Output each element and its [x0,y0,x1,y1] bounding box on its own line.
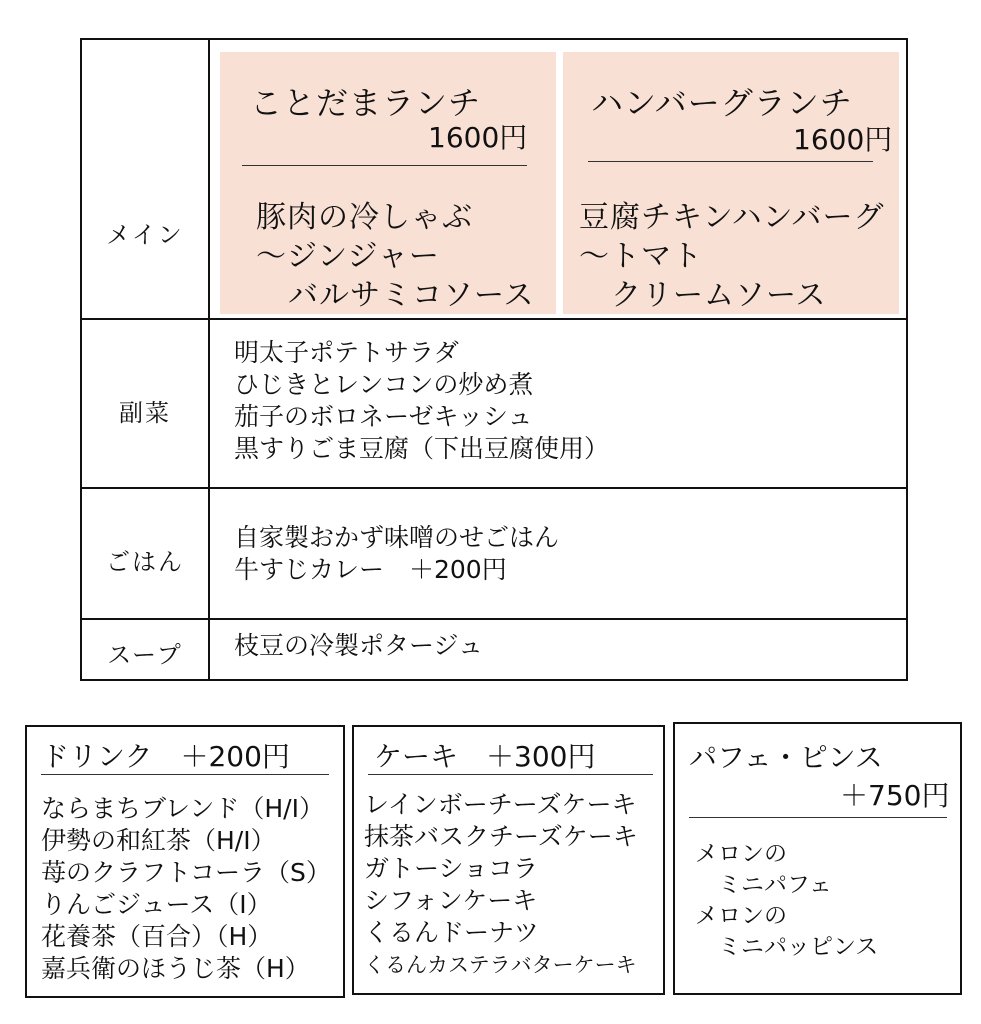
lunch-name: ことだまランチ [250,84,482,122]
row-label-main: メイン [106,221,184,249]
cake-list [364,789,638,981]
drink-list [41,793,331,985]
drink-menu-box [25,725,345,998]
main-menu-table [80,38,908,681]
parfait-title: パフェ・ピンス [689,741,883,774]
cake-item: レインボーチーズケーキ [364,790,637,819]
lunch-description-line: バルサミコソース [288,278,535,313]
drink-title: ドリンク ＋200円 [41,740,290,773]
lunch-card-hamburg [563,52,899,314]
parfait-divider [689,817,947,818]
row-label-side: 副菜 [119,399,171,427]
lunch-description-line: クリームソース [611,278,827,313]
drink-item: ならまちブレンド（H/I） [41,794,324,823]
cake-item: くるんカステラバターケーキ [364,953,637,977]
lunch-description-line: 豆腐チキンハンバーグ [579,200,885,235]
lunch-description-line: ～ジンジャー [256,239,440,274]
drink-divider [41,774,329,775]
lunch-price: 1600円 [793,123,893,156]
cake-divider [368,774,653,775]
side-dish-item: ひじきとレンコンの炒め煮 [234,370,534,399]
cake-item: シフォンケーキ [364,886,538,915]
drink-item: 苺のクラフトコーラ（S） [41,858,331,887]
parfait-item: メロンの [695,903,787,929]
cake-item: くるんドーナツ [364,918,539,947]
lunch-divider [588,161,873,162]
rice-item: 牛すじカレー ＋200円 [234,555,507,584]
row-label-soup: スープ [107,641,183,669]
column-divider [208,40,210,679]
lunch-description-line: 豚肉の冷しゃぶ [256,200,473,235]
parfait-item: メロンの [695,841,787,867]
lunch-card-kotodama [220,52,556,314]
side-dish-list [234,337,609,465]
lunch-divider [242,165,527,166]
side-dish-item: 茄子のボロネーゼキッシュ [234,402,533,431]
row-divider [82,318,906,320]
lunch-description-line: ～トマト [579,239,703,274]
cake-item: ガトーショコラ [364,854,539,883]
soup-list [234,630,483,662]
lunch-name: ハンバーグランチ [591,84,853,122]
parfait-list [695,839,878,963]
row-divider [82,487,906,489]
rice-list [234,522,559,586]
row-divider [82,618,906,620]
drink-item: 嘉兵衛のほうじ茶（H） [41,954,310,983]
drink-item: 伊勢の和紅茶（H/I） [41,826,276,855]
rice-item: 自家製おかず味噌のせごはん [234,523,560,552]
drink-item: 花養茶（百合）（H） [41,922,273,951]
cake-menu-box [352,725,665,995]
lunch-description [579,198,885,315]
cake-item: 抹茶バスクチーズケーキ [364,822,638,851]
parfait-price: ＋750円 [840,779,950,812]
row-label-rice: ごはん [106,548,184,576]
parfait-item: ミニパフェ [695,872,832,898]
parfait-menu-box [673,722,962,995]
drink-item: りんごジュース（I） [41,890,272,919]
cake-title: ケーキ ＋300円 [374,740,596,773]
side-dish-item: 明太子ポテトサラダ [234,338,459,367]
parfait-item: ミニパッピンス [695,934,879,960]
soup-item: 枝豆の冷製ポタージュ [234,631,484,660]
lunch-description [256,198,535,315]
lunch-price: 1600円 [428,121,528,154]
side-dish-item: 黒すりごま豆腐（下出豆腐使用） [234,434,610,463]
